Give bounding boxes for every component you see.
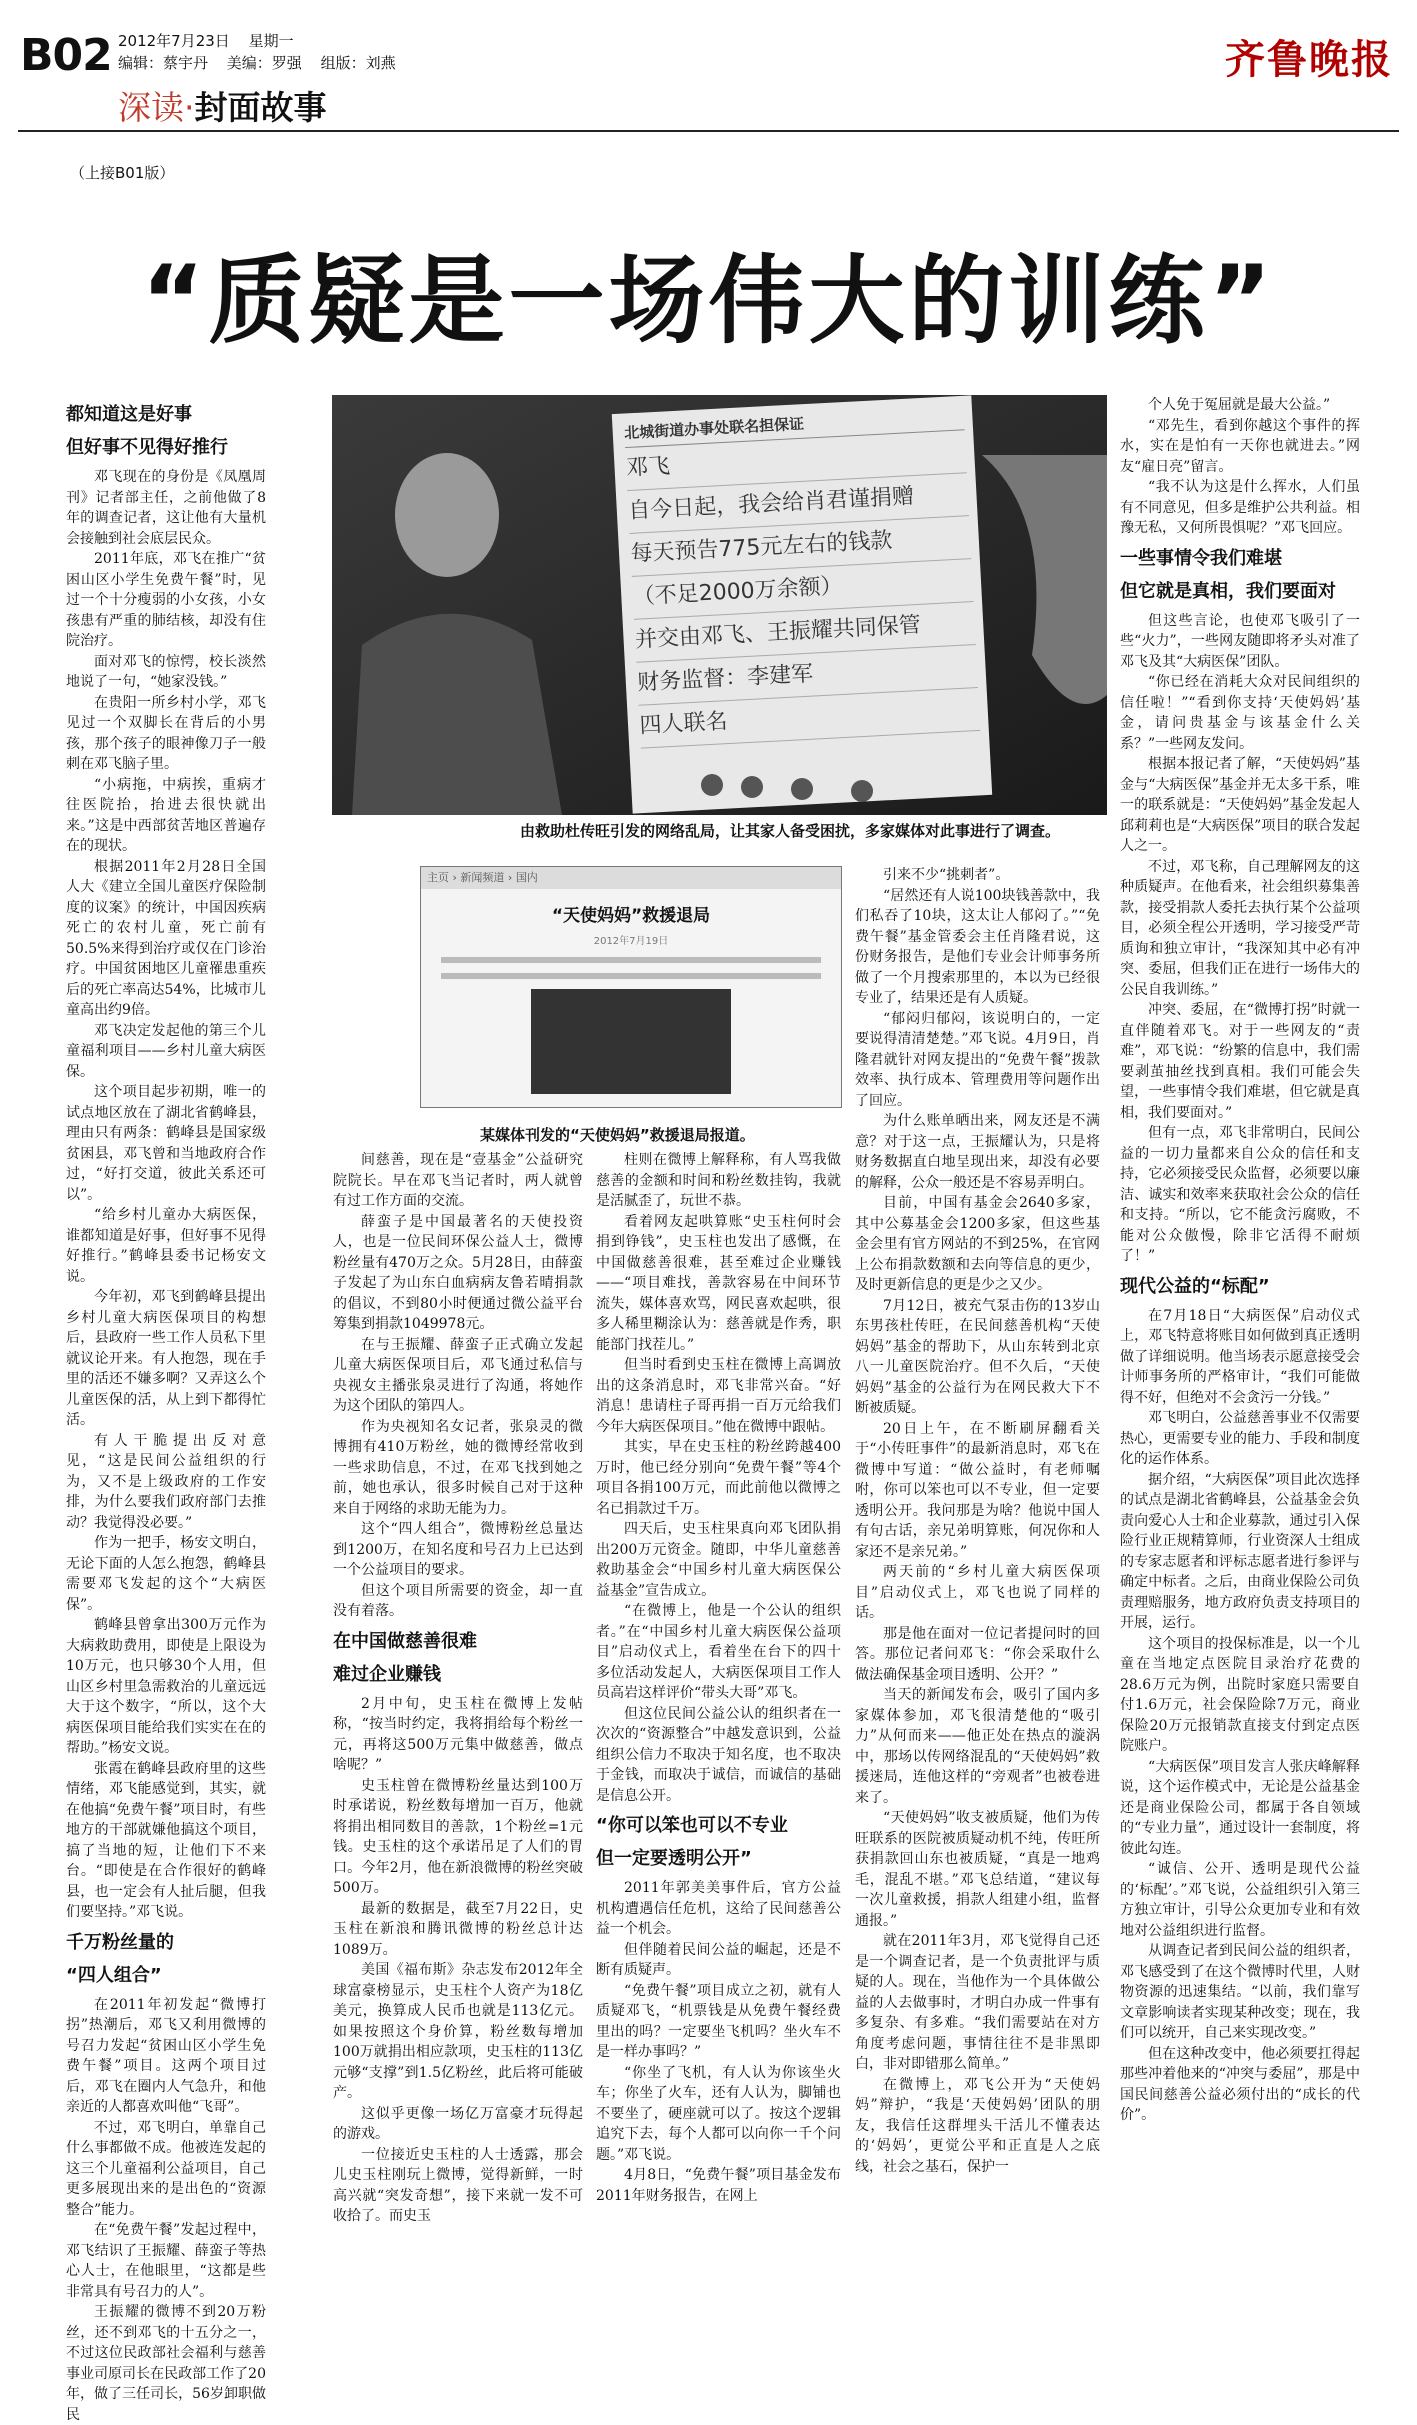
article-paragraph: 但这个项目所需要的资金，却一直没有着落。 (333, 1582, 583, 1619)
article-paragraph: 2月中旬，史玉柱在微博上发帖称，“按当时约定，我将捐给每个粉丝一元，再将这500万元集中做慈善，做点啥呢？” (333, 1695, 583, 1773)
screenshot-text-line (441, 957, 821, 963)
section-prefix: 深读· (118, 88, 195, 127)
article-paragraph: 在与王振耀、薛蛮子正式确立发起儿童大病医保项目后，邓飞通过私信与央视女主播张泉灵进行了沟通，将她作为这个团队的第四人。 (333, 1336, 583, 1414)
article-paragraph: 这个“四人组合”，微博粉丝总量达到1200万，在知名度和号召力上已达到一个公益项目的要求。 (333, 1521, 583, 1578)
editor-credit: 编辑：蔡宇丹 (118, 54, 209, 72)
document-header: 北城街道办事处联名担保证 (624, 404, 965, 448)
article-paragraph: 薛蛮子是中国最著名的天使投资人，也是一位民间环保公益人士，微博粉丝量有470万之众。5月28日，由薛蛮子发起了为山东白血病病友鲁若晴捐款的倡议，不到80小时便通过微公益平台筹集到捐款1049978元。 (333, 1213, 583, 1332)
screenshot-tab: 国内 (515, 871, 538, 884)
article-paragraph: 2011年郭美美事件后，官方公益机构遭遇信任危机，这给了民间慈善公益一个机会。 (596, 1880, 841, 1937)
article-subheading: 在中国做慈善很难 (333, 1630, 477, 1652)
article-paragraph: “邓先生，看到你越这个事件的挥水，实在是怕有一天你也就进去。”网友“雇日亮”留言。 (1120, 417, 1360, 475)
handwriting-line: 财务监督：李建军 (636, 645, 978, 706)
article-paragraph: 在贵阳一所乡村小学，邓飞见过一个双脚长在背后的小男孩，那个孩子的眼神像刀子一般刺在邓飞脑子里。 (66, 694, 266, 772)
article-paragraph: “我不认为这是什么挥水，人们虽有不同意见，但多是维护公共利益。相豫无私，又何所畏惧呢？”邓飞回应。 (1120, 479, 1360, 536)
article-paragraph: 美国《福布斯》杂志发布2012年全球富豪榜显示，史玉柱个人资产为18亿美元，换算成人民币也就是113亿元。如果按照这个身价算，粉丝数每增加100万就捐出相应款项，史玉柱的113亿元够“支撑”到1.5亿粉丝，此后将可能破产。 (333, 1962, 583, 2101)
article-paragraph: “天使妈妈”收支被质疑，他们为传旺联系的医院被质疑动机不纯，传旺所获捐款回山东也被质疑，“真是一地鸡毛，混乱不堪。”邓飞总结道，“建议每一次儿童救援，捐款人组建小组，监督通报。” (855, 1810, 1100, 1929)
article-paragraph: 这个项目起步初期，唯一的试点地区放在了湖北省鹤峰县，理由只有两条：鹤峰县是国家级贫困县，邓飞曾和当地政府合作过，“好打交道，彼此关系还可以”。 (66, 1084, 266, 1203)
issue-date-line (118, 30, 308, 51)
article-subheading: 一些事情令我们难堪 (1120, 547, 1282, 569)
article-paragraph: 据介绍，“大病医保”项目此次选择的试点是湖北省鹤峰县，公益基金会负责向爱心人士和企业募款，通过引入保险行业正规精算师，行业资深人士组成的专家志愿者和评标志愿者进行参评与确定中标者。之后，由商业保险公司负责理赔服务，地方政府负责支持项目的开展，运行。 (1120, 1471, 1360, 1631)
article-paragraph: 这似乎更像一场亿万富豪才玩得起的游戏。 (333, 2105, 583, 2142)
article-paragraph: “给乡村儿童办大病医保，谁都知道是好事，但好事不见得好推行。”鹤峰县委书记杨安文说。 (66, 1207, 266, 1285)
article-subheading: 千万粉丝量的 (66, 1931, 174, 1953)
web-screenshot (420, 866, 842, 1108)
screenshot-tabs: 主页 › 新闻频道 › 国内 (421, 867, 841, 889)
headline: “质疑是一场伟大的训练” (141, 245, 1276, 357)
article-paragraph: 但在这种改变中，他必须要扛得起那些冲着他来的“冲突与委屈”，那是中国民间慈善公益必须付出的“成长的代价”。 (1120, 2045, 1360, 2123)
article-subheading: 现代公益的“标配” (1120, 1275, 1270, 1297)
article-paragraph: 目前，中国有基金会2640多家，其中公募基金会1200多家，但这些基金会里有官方网站的不到25%，在官网上公布捐款数额和去向等信息的更少，及时更新信息的更是少之又少。 (855, 1195, 1100, 1293)
article-subheading: “四人组合” (66, 1964, 162, 1986)
article-paragraph: 根据本报记者了解，“天使妈妈”基金与“大病医保”基金并无太多干系，唯一的联系就是：“天使妈妈”基金发起人邱莉莉也是“大病医保”项目的联合发起人之一。 (1120, 756, 1360, 854)
continued-note: （上接B01版） (70, 164, 175, 182)
article-paragraph: 间慈善，现在是“壹基金”公益研究院院长。早在邓飞当记者时，两人就曾有过工作方面的交流。 (333, 1152, 583, 1209)
header-rule (18, 130, 1399, 132)
article-paragraph: 作为一把手，杨安文明白，无论下面的人怎么抱怨，鹤峰县需要邓飞发起的这个“大病医保”。 (66, 1535, 266, 1613)
article-paragraph: “居然还有人说100块钱善款中，我们私吞了10块，这太让人郁闷了。”“免费午餐”基金管委会主任肖隆君说，这份财务报告，是他们专业会计师事务所做了一个月搜索那里的，本以为已经很专业了，结果还是有人质疑。 (855, 887, 1100, 1006)
screenshot-tab: 主页 (427, 871, 449, 884)
screenshot-tab: 新闻频道 (460, 871, 505, 884)
article-subheading: 但它就是真相，我们要面对 (1120, 580, 1336, 602)
handwriting-line: （不足2000万余额） (632, 559, 974, 620)
article-paragraph: 但当时看到史玉柱在微博上高调放出的这条消息时，邓飞非常兴奋。“好消息！患请柱子哥再捐一百万元给我们今年大病医保项目。”他在微博中跟帖。 (596, 1357, 841, 1435)
article-paragraph: 邓飞决定发起他的第三个儿童福利项目——乡村儿童大病医保。 (66, 1022, 266, 1080)
article-paragraph: 其实，早在史玉柱的粉丝跨越400万时，他已经分别向“免费午餐”等4个项目各捐100万元，而此前他以微博之名已捐款过千万。 (596, 1439, 841, 1517)
screenshot-meta: 2012年7月19日 (593, 936, 669, 947)
screenshot-caption: 某媒体刊发的“天使妈妈”救援退局报道。 (480, 1126, 755, 1144)
article-column-3 (596, 1150, 841, 2370)
article-paragraph: 但这些言论，也使邓飞吸引了一些“火力”，一些网友随即将矛头对准了邓飞及其“大病医保”团队。 (1120, 612, 1360, 670)
issue-date: 2012年7月23日 (118, 32, 230, 50)
article-paragraph: 看着网友起哄算账“史玉柱何时会捐到铮钱”，史玉柱也发出了感慨，在中国做慈善很难，甚至难过企业赚钱——“项目难找，善款容易在中间环节流失，媒体喜欢骂，网民喜欢起哄，很多人稀里糊涂认为：慈善就是作秀，职能部门找茬儿。” (596, 1213, 841, 1353)
screenshot-text-line (441, 973, 821, 979)
article-paragraph: 在微博上，邓飞公开为“天使妈妈”辩护，“我是‘天使妈妈’团队的朋友，我信任这群埋头干活儿不懂表达的‘妈妈’，更觉公平和正直是人之底线，社会之基石，保护一 (855, 2076, 1100, 2175)
article-subheading: 但一定要透明公开” (596, 1848, 752, 1869)
article-paragraph: 个人免于冤屈就是最大公益。” (1148, 397, 1331, 413)
article-paragraph: 在2011年初发起“微博打拐”热潮后，邓飞又利用微博的号召力发起“贫困山区小学生免费午餐”项目。这两个项目过后，邓飞在圈内人气急升，和他亲近的人都喜欢叫他“飞哥”。 (66, 1996, 266, 2115)
handwriting-lines (625, 430, 980, 748)
article-paragraph: 冲突、委屈，在“微博打拐”时就一直伴随着邓飞。对于一些网友的“责难”，邓飞说：“纷繁的信息中，我们需要剥茧抽丝找到真相。我们可能会失望，一些事情令我们难堪，但它就是真相，我们要面对。” (1120, 1002, 1360, 1121)
handwriting-line: 四人联名 (639, 688, 981, 749)
article-paragraph: 四天后，史玉柱果真向邓飞团队捐出200万元资金。随即，中华儿童慈善救助基金会“中国乡村儿童大病医保公益基金”宣告成立。 (596, 1521, 841, 1599)
article-paragraph: “免费午餐”项目成立之初，就有人质疑邓飞，“机票钱是从免费午餐经费里出的吗？一定要坐飞机吗？坐火车不是一样办事吗？” (596, 1982, 841, 2060)
person-head-shape (395, 453, 499, 577)
section-title (118, 82, 327, 129)
handwriting-line: 每天预告775元左右的钱款 (630, 516, 972, 577)
article-paragraph: “你坐了飞机，有人认为你该坐火车；你坐了火车，还有人认为，脚铺也不要坐了，硬座就可以了。按这个逻辑追究下去，每个人都可以向你一千个问题。”邓飞说。 (596, 2064, 841, 2163)
article-paragraph: 作为央视知名女记者，张泉灵的微博拥有410万粉丝，她的微博经常收到一些求助信息，不过，在邓飞找到她之前，她也承认，很多时候自己对于这种来自于网络的求助无能为力。 (333, 1418, 583, 1517)
article-column-6 (1120, 395, 1360, 2370)
article-paragraph: “在微博上，他是一个公认的组织者。”在“中国乡村儿童大病医保公益项目”启动仪式上，看着坐在台下的四十多位活动发起人，大病医保项目工作人员高岩这样评价“带头大哥”邓飞。 (596, 1603, 841, 1701)
article-paragraph: 两天前的“乡村儿童大病医保项目”启动仪式上，邓飞也说了同样的话。 (855, 1564, 1100, 1621)
article-paragraph: 在7月18日“大病医保”启动仪式上，邓飞特意将账目如何做到真正透明做了详细说明。他当场表示愿意接受会计师事务所的严格审计，“我们可能做得不好，但绝对不会贪污一分钱。” (1120, 1307, 1360, 1406)
article-paragraph: 2011年底，邓飞在推广“贫困山区小学生免费午餐”时，见过一个十分瘦弱的小女孩，小女孩患有严重的肺结核，却没有住院治疗。 (66, 551, 266, 649)
document-text (624, 404, 981, 748)
article-paragraph: 王振耀的微博不到20万粉丝，还不到邓飞的十五分之一，不过这位民政部社会福利与慈善事业司原司长在民政部工作了20年，做了三任司长，56岁卸职做民 (66, 2304, 266, 2423)
article-paragraph: 柱则在微博上解释称，有人骂我做慈善的金额和时间和粉丝数挂钩，我就是活腻歪了，玩世不恭。 (596, 1152, 841, 1209)
article-paragraph: 这个项目的投保标准是，以一个儿童在当地定点医院目录治疗花费的28.6万元为例，出院时家庭只需要自付1.6万元，社会保险除7万元，商业保险20万元报销款直接支付到定点医院账户。 (1120, 1635, 1360, 1754)
article-paragraph: 7月12日，被充气泵击伤的13岁山东男孩杜传旺，在民间慈善机构“天使妈妈”基金的帮助下，从山东转到北京八一儿童医院治疗。但不久后，“天使妈妈”基金的公益行为在网民救大下不断被质疑。 (855, 1297, 1100, 1416)
screenshot-title: “天使妈妈”救援退局 (551, 906, 711, 926)
section-name: 封面故事 (194, 88, 327, 127)
article-paragraph: 一位接近史玉柱的人士透露，那会儿史玉柱刚玩上微博，觉得新鲜，一时高兴就“突发奇想”，接下来就一发不可收拾了。而史玉 (333, 2146, 583, 2224)
article-paragraph: 张霞在鹤峰县政府里的这些情绪，邓飞能感觉到，其实，就在他搞“免费午餐”项目时，有些地方的干部就嫌他搞这个项目，搞了当地的短，让他们下不来台。“即使是在合作很好的鹤峰县，也一定会有人扯后腿，但我们要坚持。”邓飞说。 (66, 1760, 266, 1920)
article-paragraph: 在“免费午餐”发起过程中，邓飞结识了王振耀、薛蛮子等热心人士，在他眼里，“这都是些非常具有号召力的人”。 (66, 2222, 266, 2300)
article-subheading: 难过企业赚钱 (333, 1663, 441, 1685)
article-paragraph: 但伴随着民间公益的崛起，还是不断有质疑声。 (596, 1941, 841, 1978)
article-paragraph: 引来不少“挑刺者”。 (883, 867, 1010, 883)
article-paragraph: 邓飞现在的身份是《凤凰周刊》记者部主任，之前他做了8年的调查记者，这让他有大量机会接触到社会底层民众。 (66, 469, 266, 547)
news-photo (332, 395, 1107, 815)
handwriting-line: 自今日起，我会给肖君谨捐赠 (627, 473, 969, 534)
article-paragraph: 为什么账单晒出来，网友还是不满意？对于这一点，王振耀认为，只是将财务数据直白地呈现出来，却没有必要的解释，公众一般还是不容易弄明白。 (855, 1113, 1100, 1191)
article-paragraph: 4月8日，“免费午餐”项目基金发布2011年财务报告，在网上 (596, 2167, 841, 2204)
article-paragraph: 鹤峰县曾拿出300万元作为大病救助费用，即使是上限设为10万元，也只够30个人用，但山区乡村里急需救治的儿童远远大于这个数字，“所以，这个大病医保项目能给我们实实在在的帮助。”杨安文说。 (66, 1617, 266, 1756)
masthead-logo: 齐鲁晚报 (1225, 36, 1393, 83)
article-paragraph: 但有一点，邓飞非常明白，民间公益的一切力量都来自公众的信任和支持，它必须接受民众监督，必须要以廉洁、诚实和效率来获取社会公众的信任和支持。“所以，它不能贪污腐败，不能对公众傲慢，除非它活得不耐烦了！” (1120, 1125, 1360, 1264)
article-paragraph: “小病拖，中病挨，重病才往医院抬，抬进去很快就出来。”这是中西部贫苦地区普遍存在的现状。 (66, 776, 266, 854)
person-body-shape (352, 614, 562, 815)
article-paragraph: 当天的新闻发布会，吸引了国内多家媒体参加，邓飞很清楚他的“吸引力”从何而来——他正处在热点的漩涡中，那场以传网络混乱的“天使妈妈”救援迷局，连他这样的“旁观者”也被卷进来了。 (855, 1687, 1100, 1806)
article-paragraph: 从调查记者到民间公益的组织者，邓飞感受到了在这个微博时代里，人财物资源的迅速集结。“以前，我们靠写文章影响读者实现某种改变；现在，我们可以统开，自己来实现改变。” (1120, 1943, 1360, 2041)
handwriting-line: 并交由邓飞、王振耀共同保管 (634, 602, 976, 663)
article-paragraph: 不过，邓飞称，自己理解网友的这种质疑声。在他看来，社会组织募集善款，接受捐款人委托去执行某个公益项目，必须全程公开透明，学习接受严苛质询和独立审计，“我深知其中必有冲突、委屈，但我们正在进行一场伟大的公民自我训练。” (1120, 858, 1360, 998)
article-column-1 (66, 395, 266, 2423)
article-paragraph: “郁闷归郁闷，该说明白的，一定要说得清清楚楚。”邓飞说。4月9日，肖隆君就针对网友提出的“免费午餐”拨款效率、执行成本、管理费用等问题作出了回应。 (855, 1010, 1100, 1109)
editor-credits (118, 52, 410, 73)
article-paragraph: “大病医保”项目发言人张庆峰解释说，这个运作模式中，无论是公益基金还是商业保险公司，都属于各自领域的“专业力量”，通过设计一套制度，将彼此勾连。 (1120, 1758, 1360, 1857)
art-editor-credit: 美编：罗强 (226, 54, 302, 72)
article-column-4 (855, 865, 1100, 2370)
article-paragraph: 邓飞明白，公益慈善事业不仅需要热心，更需要专业的能力、手段和制度化的运作体系。 (1120, 1410, 1360, 1467)
layout-credit: 组版：刘燕 (320, 54, 396, 72)
article-paragraph: 20日上午，在不断刷屏翻看关于“小传旺事件”的最新消息时，邓飞在微博中写道：“做公益时，有老师嘱咐，你可以笨也可以不专业，但一定要透明公开。我问那是为啥？他说中国人有句古话，亲兄弟明算账，何况你和人家还不是亲兄弟。” (855, 1420, 1100, 1560)
article-paragraph: 今年初，邓飞到鹤峰县提出乡村儿童大病医保项目的构想后，县政府一些工作人员私下里就议论开来。有人抱怨，现在手里的活还不嫌多啊？又弄这么个儿童医保的活，从上到下都得忙活。 (66, 1289, 266, 1428)
handwriting-line: 邓飞 (625, 430, 967, 491)
article-paragraph: 那是他在面对一位记者提问时的回答。那位记者问邓飞：“你会采取什么做法确保基金项目透明、公开？” (855, 1625, 1100, 1683)
issue-weekday: 星期一 (248, 32, 294, 50)
photo-caption: 由救助杜传旺引发的网络乱局，让其家人备受困扰，多家媒体对此事进行了调查。 (520, 822, 1061, 840)
article-paragraph: 根据2011年2月28日全国人大《建立全国儿童医疗保险制度的议案》的统计，中国因疾病死亡的农村儿童，死亡前有50.5%来得到治疗或仅在门诊治疗。中国贫困地区儿童罹患重疾后的死亡率高达54%，比城市儿童高出约9倍。 (66, 858, 266, 1018)
article-subheading: 都知道这是好事 (66, 404, 192, 425)
article-subheading: 但好事不见得好推行 (66, 437, 228, 458)
article-paragraph: 最新的数据是，截至7月22日，史玉柱在新浪和腾讯微博的粉丝总计达1089万。 (333, 1900, 583, 1958)
article-column-2 (333, 1150, 583, 2370)
article-paragraph: 有人干脆提出反对意见，“这是民间公益组织的行为，又不是上级政府的工作安排，为什么要我们政府部门去推动？我觉得没必要。” (66, 1432, 266, 1531)
article-paragraph: 但这位民间公益公认的组织者在一次次的“资源整合”中越发意识到，公益组织公信力不取决于知名度，也不取决于金钱，而取决于诚信，而诚信的基础是信息公开。 (596, 1705, 841, 1804)
article-paragraph: 史玉柱曾在微博粉丝量达到100万时承诺说，粉丝数每增加一百万，他就将捐出相同数目的善款，1个粉丝=1元钱。史玉柱的这个承诺吊足了人们的胃口。今年2月，他在新浪微博的粉丝突破500万。 (333, 1777, 583, 1896)
article-subheading: “你可以笨也可以不专业 (596, 1815, 788, 1836)
article-paragraph: 不过，邓飞明白，单靠自己什么事都做不成。他被连发起的这三个儿童福利公益项目，自己更多展现出来的是出色的“资源整合”能力。 (66, 2119, 266, 2218)
screenshot-photo (531, 989, 731, 1094)
page-number: B02 (20, 30, 112, 81)
article-paragraph: 面对邓飞的惊愕，校长淡然地说了一句，“她家没钱。” (66, 653, 266, 690)
article-paragraph: “诚信、公开、透明是现代公益的‘标配’。”邓飞说，公益组织引入第三方独立审计，引导公众更加专业和有效地对公益组织进行监督。 (1120, 1861, 1360, 1939)
article-paragraph: “你已经在消耗大众对民间组织的信任啦！”“看到你支持‘天使妈妈’基金，请问贵基金与该基金什么关系？”一些网友发问。 (1120, 674, 1360, 752)
article-paragraph: 就在2011年3月，邓飞觉得自己还是一个调查记者，是一个负责批评与质疑的人。现在，当他作为一个具体做公益的人去做事时，才明白办成一件事有多复杂、有多难。“我们需要站在对方角度考虑问题，事情往往不是非黑即白，非对即错那么简单。” (855, 1933, 1100, 2072)
